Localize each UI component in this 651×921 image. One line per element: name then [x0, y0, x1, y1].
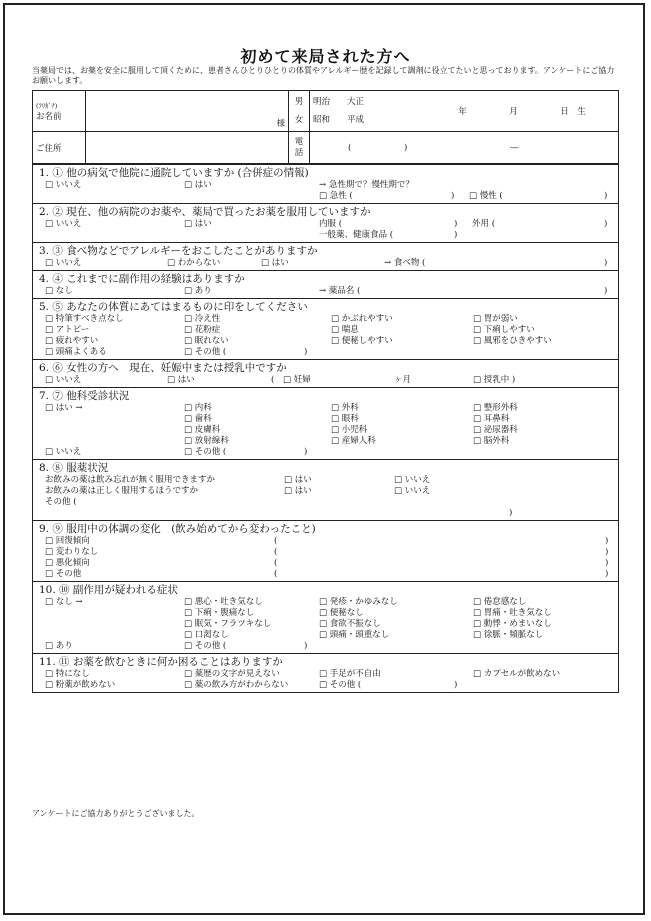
question-6 [33, 359, 618, 387]
question-1 [33, 164, 618, 203]
q8-other-close: ) [509, 508, 513, 518]
question-9-title: 9. ⑨ 服用中の体調の変化 (飲み始めてから変わったこと) [39, 523, 316, 535]
q10-symptom-checkbox[interactable]: □ 下痢・腹痛なし [184, 608, 254, 619]
q2-internal-label: 内服 ( [319, 219, 343, 229]
era-meiji[interactable]: 明治 [313, 97, 331, 107]
q10-symptom-checkbox[interactable]: □ 徐脈・頻脈なし [473, 630, 543, 641]
birthdate-field[interactable] [426, 91, 618, 132]
phone-paren-close: ) [404, 142, 408, 153]
q4-close: ) [604, 286, 608, 296]
q10-symptom-checkbox[interactable]: □ 便秘なし [319, 608, 364, 619]
q7-dept-checkbox[interactable]: □ 脳外科 [473, 436, 509, 447]
question-5 [33, 298, 618, 359]
q7-dept-checkbox[interactable]: □ 眼科 [331, 414, 359, 425]
q5-other-close: ) [304, 347, 308, 357]
q10-yes-checkbox[interactable]: □ あり [45, 641, 73, 652]
q8-line1: お飲みの薬は飲み忘れが無く服用できますか [45, 475, 216, 485]
q5-item-checkbox[interactable]: □ かぶれやすい [331, 314, 393, 325]
era-taisho[interactable]: 大正 [347, 97, 365, 107]
female-option[interactable]: 女 [294, 115, 304, 125]
q5-item-checkbox[interactable]: □ 花粉症 [184, 325, 220, 336]
q5-item-checkbox[interactable]: □ アトピー [45, 325, 89, 336]
q9-close: ) [605, 536, 609, 546]
q8-other-label: その他 ( [45, 497, 77, 507]
question-6-title: 6. ⑥ 女性の方へ 現在、妊娠中または授乳中ですか [39, 362, 287, 374]
patient-info-table [33, 91, 618, 164]
q6-yes-checkbox[interactable]: □ はい [167, 375, 195, 386]
name-label: お名前 [36, 111, 62, 122]
q9-item-checkbox[interactable]: □ 悪化傾向 [45, 558, 90, 569]
q7-dept-checkbox[interactable]: □ 皮膚科 [184, 425, 220, 436]
question-8 [33, 459, 618, 520]
month-label: 月 [509, 107, 518, 117]
q4-drug-label: → 薬品名 ( [319, 286, 361, 296]
q4-yes-checkbox[interactable]: □ あり [184, 286, 212, 297]
q3-close: ) [604, 258, 608, 268]
q10-symptom-checkbox[interactable]: □ 発疹・かゆみなし [319, 597, 398, 608]
q6-no-checkbox[interactable]: □ いいえ [45, 375, 81, 386]
q1-no-checkbox[interactable]: □ いいえ [45, 180, 81, 191]
q1-arrow-text: → 急性期で？慢性期で？ [319, 180, 414, 190]
question-2-title: 2. ② 現在、他の病院のお薬や、薬局で買ったお薬を服用していますか [39, 206, 371, 218]
q10-symptom-checkbox[interactable]: □ 眠気・フラツキなし [184, 619, 271, 630]
q11-item-checkbox[interactable]: □ 薬の飲み方がわからない [184, 680, 288, 691]
q5-item-checkbox[interactable]: □ 下痢しやすい [473, 325, 535, 336]
q6-months-label: ヶ月 [394, 375, 412, 385]
question-3-title: 3. ③ 食べ物などでアレルギーをおこしたことがありますか [39, 245, 318, 257]
q1-chronic-close: ) [604, 191, 608, 201]
q2-no-checkbox[interactable]: □ いいえ [45, 219, 81, 230]
q8-line1-no-checkbox[interactable]: □ いいえ [394, 475, 430, 486]
q5-item-checkbox[interactable]: □ 眠れない [184, 336, 229, 347]
q8-line2-yes-checkbox[interactable]: □ はい [284, 486, 312, 497]
question-7-title: 7. ⑦ 他科受診状況 [39, 390, 130, 402]
q7-dept-checkbox[interactable]: □ 内科 [184, 403, 212, 414]
q5-item-checkbox[interactable]: □ 風邪をひきやすい [473, 336, 552, 347]
q9-open: ( [274, 569, 278, 579]
q7-no-checkbox[interactable]: □ いいえ [45, 447, 81, 458]
q7-other-close: ) [304, 447, 308, 457]
era-field[interactable] [310, 91, 427, 132]
thanks-text: アンケートにご協力ありがとうございました。 [32, 809, 200, 818]
q6-pregnant-checkbox[interactable]: □ 妊婦 [283, 375, 311, 386]
q9-open: ( [274, 536, 278, 546]
q6-nursing-checkbox[interactable]: □ 授乳中 ) [473, 375, 515, 386]
sama-label: 様 [276, 119, 285, 129]
q5-item-checkbox[interactable]: □ 疲れやすい [45, 336, 98, 347]
q2-otc-close: ) [454, 230, 458, 240]
q10-symptom-checkbox[interactable]: □ 悪心・吐き気なし [184, 597, 263, 608]
address-label: ご住所 [33, 132, 86, 164]
q2-external-close: ) [604, 219, 608, 229]
q1-acute-close: ) [451, 191, 455, 201]
q7-dept-checkbox[interactable]: □ 外科 [331, 403, 359, 414]
question-7 [33, 387, 618, 459]
address-field[interactable] [86, 132, 289, 164]
question-10-title: 10. ⑩ 副作用が疑われる症状 [39, 584, 178, 596]
phone-label: 電話 [289, 132, 310, 164]
q1-chronic-checkbox[interactable]: □ 慢性 ( [469, 191, 503, 202]
q8-line2: お飲みの薬は正しく服用するほうですか [45, 486, 199, 496]
sex-field[interactable] [289, 91, 310, 132]
q9-item-checkbox[interactable]: □ 回復傾向 [45, 536, 90, 547]
male-option[interactable]: 男 [294, 97, 304, 107]
q7-other-checkbox[interactable]: □ その他 ( [184, 447, 226, 458]
q1-yes-checkbox[interactable]: □ はい [184, 180, 212, 191]
year-label: 年 [458, 107, 467, 117]
question-11-title: 11. ⑪ お薬を飲むときに何か困ることはありますか [39, 656, 283, 668]
q9-open: ( [274, 558, 278, 568]
q5-other-checkbox[interactable]: □ その他 ( [184, 347, 226, 358]
q7-yes-checkbox[interactable]: □ はい → [45, 403, 83, 414]
q7-dept-checkbox[interactable]: □ 放射線科 [184, 436, 229, 447]
q9-open: ( [274, 547, 278, 557]
q11-item-checkbox[interactable]: □ 特になし [45, 669, 90, 680]
day-label: 日 [560, 107, 569, 117]
q7-dept-checkbox[interactable]: □ 小児科 [331, 425, 367, 436]
q8-line1-yes-checkbox[interactable]: □ はい [284, 475, 312, 486]
q10-symptom-checkbox[interactable]: □ 倦怠感なし [473, 597, 526, 608]
q3-no-checkbox[interactable]: □ いいえ [45, 258, 81, 269]
question-11 [33, 653, 618, 692]
q5-item-checkbox[interactable]: □ 胃が弱い [473, 314, 518, 325]
era-showa[interactable]: 昭和 [313, 115, 331, 125]
question-4 [33, 270, 618, 298]
question-3 [33, 242, 618, 270]
question-1-title: 1. ① 他の病気で他院に通院していますか (合併症の情報) [39, 167, 309, 179]
q10-symptom-checkbox[interactable]: □ 胃痛・吐き気なし [473, 608, 552, 619]
q9-close: ) [605, 558, 609, 568]
intro-text: 当薬局では、お薬を安全に服用して頂くために、患者さんひとりひとりの体質やアレルギー歴を記録して調剤に役立てたいと思っております。アンケートにご協力お願いします。 [32, 66, 615, 85]
q11-other-checkbox[interactable]: □ その他 ( [319, 680, 361, 691]
q5-item-checkbox[interactable]: □ 便秘しやすい [331, 336, 393, 347]
q2-external-label: 外用 ( [472, 219, 496, 229]
q10-symptom-checkbox[interactable]: □ 食欲不振なし [319, 619, 381, 630]
q5-item-checkbox[interactable]: □ 喘息 [331, 325, 359, 336]
q7-dept-checkbox[interactable]: □ 整形外科 [473, 403, 518, 414]
q10-symptom-checkbox[interactable]: □ 動悸・めまいなし [473, 619, 552, 630]
q5-item-checkbox[interactable]: □ 頭痛よくある [45, 347, 107, 358]
name-field[interactable] [86, 91, 289, 132]
q11-other-close: ) [454, 680, 458, 690]
q8-line2-no-checkbox[interactable]: □ いいえ [394, 486, 430, 497]
page-title: 初めて来局された方へ [240, 47, 411, 66]
question-2 [33, 203, 618, 242]
q7-dept-checkbox[interactable]: □ 歯科 [184, 414, 212, 425]
phone-field[interactable] [310, 132, 619, 164]
q9-item-checkbox[interactable]: □ 変わりなし [45, 547, 98, 558]
q2-yes-checkbox[interactable]: □ はい [184, 219, 212, 230]
q11-item-checkbox[interactable]: □ 粉薬が飲めない [45, 680, 115, 691]
question-8-title: 8. ⑧ 服薬状況 [39, 462, 109, 474]
q5-item-checkbox[interactable]: □ 冷え性 [184, 314, 220, 325]
q1-acute-checkbox[interactable]: □ 急性 ( [319, 191, 353, 202]
q5-item-checkbox[interactable]: □ 特筆すべき点なし [45, 314, 124, 325]
q3-food-label: → 食べ物 ( [384, 258, 426, 268]
q10-other-close: ) [304, 641, 308, 651]
q6-paren-open: ( [271, 375, 275, 385]
question-4-title: 4. ④ これまでに副作用の経験はありますか [39, 273, 245, 285]
birth-label: 生 [577, 107, 586, 117]
q11-item-checkbox[interactable]: □ 手足が不自由 [319, 669, 381, 680]
question-9 [33, 520, 618, 581]
phone-paren-open: ( [348, 142, 352, 153]
q7-dept-checkbox[interactable]: □ 泌尿器科 [473, 425, 518, 436]
q11-item-checkbox[interactable]: □ 薬歴の文字が見えない [184, 669, 280, 680]
q9-close: ) [605, 569, 609, 579]
q10-other-checkbox[interactable]: □ その他 ( [184, 641, 226, 652]
q10-symptom-checkbox[interactable]: □ 頭痛・頭重なし [319, 630, 389, 641]
furigana-label: (ﾌﾘｶﾞﾅ) [36, 101, 58, 110]
q3-unknown-checkbox[interactable]: □ わからない [167, 258, 220, 269]
era-heisei[interactable]: 平成 [347, 115, 365, 125]
q2-internal-close: ) [454, 219, 458, 229]
q2-otc-label: 一般薬、健康食品 ( [319, 230, 394, 240]
q11-item-checkbox[interactable]: □ カプセルが飲めない [473, 669, 560, 680]
q3-yes-checkbox[interactable]: □ はい [261, 258, 289, 269]
phone-dash: ― [510, 142, 519, 153]
q7-dept-checkbox[interactable]: □ 耳鼻科 [473, 414, 509, 425]
q4-no-checkbox[interactable]: □ なし [45, 286, 73, 297]
question-10 [33, 581, 618, 653]
q9-item-checkbox[interactable]: □ その他 [45, 569, 81, 580]
questionnaire-form [32, 90, 619, 693]
question-5-title: 5. ⑤ あなたの体質にあてはまるものに印をしてください [39, 301, 308, 313]
q10-none-checkbox[interactable]: □ なし → [45, 597, 83, 608]
q7-dept-checkbox[interactable]: □ 産婦人科 [331, 436, 376, 447]
q9-close: ) [605, 547, 609, 557]
q10-symptom-checkbox[interactable]: □ 口渇なし [184, 630, 229, 641]
